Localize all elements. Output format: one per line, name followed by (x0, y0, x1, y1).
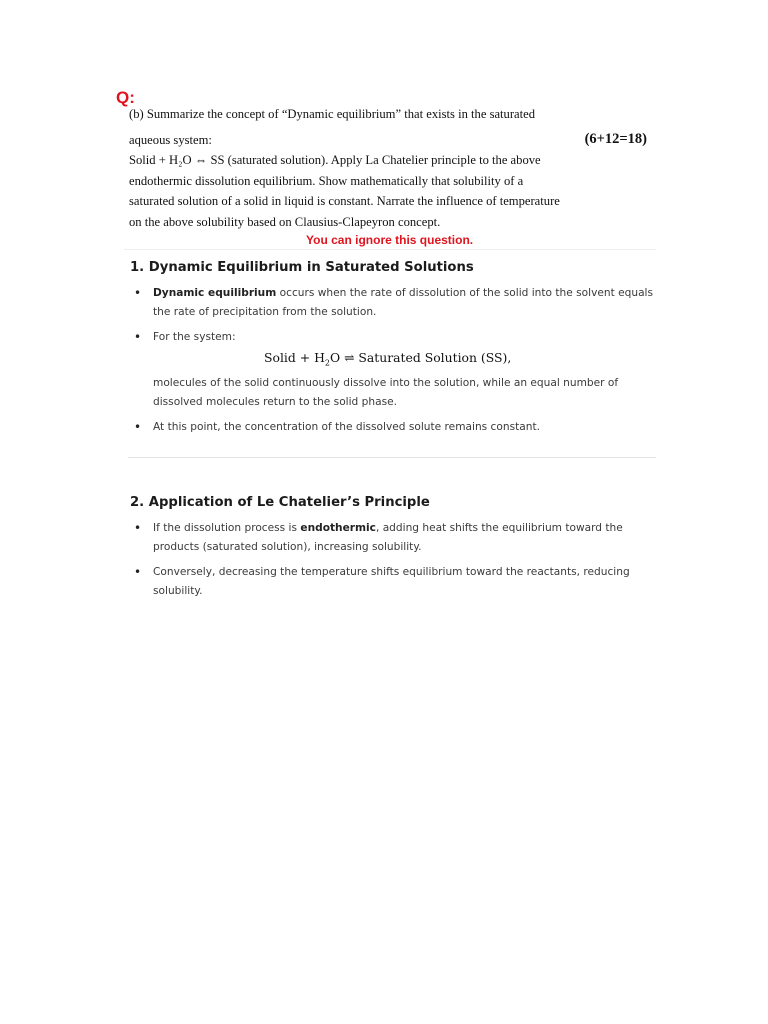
divider (124, 249, 656, 250)
equation-left: Solid + H (264, 350, 325, 365)
ignore-note: You can ignore this question. (306, 233, 474, 247)
bullet-icon: • (134, 286, 142, 300)
equation (153, 349, 654, 372)
section-1-title: 1. Dynamic Equilibrium in Saturated Solutions (130, 260, 474, 275)
question-marks: (6+12=18) (584, 131, 647, 147)
list-item (134, 563, 654, 601)
bullet-icon: • (134, 420, 142, 435)
bullet-icon: • (134, 565, 142, 579)
question-line: (b) Summarize the concept of “Dynamic equilibrium” that exists in the saturated (129, 107, 536, 121)
section-2-list (134, 519, 654, 601)
equation-right: O ⇌ Saturated Solution (SS), (329, 350, 512, 365)
list-item-text: For the system: (153, 331, 236, 343)
list-item-text: If the dissolution process is (153, 522, 301, 534)
list-item-text: At this point, the concentration of the dissolved solute remains constant. (153, 421, 540, 434)
equation-subscript: 2 (324, 358, 330, 368)
section-2-title: 2. Application of Le Chatelier’s Principle (130, 495, 430, 510)
list-item-text: occurs when the rate of dissolution of the solid into the solvent equals the rate of precipitation from the solution. (153, 287, 654, 318)
question-line: saturated solution of a solid in liquid is constant. Narrate the influence of temperature (129, 194, 560, 208)
bold-term: endothermic (300, 522, 376, 534)
bold-term: Dynamic equilibrium (153, 287, 277, 299)
divider (128, 457, 656, 458)
bullet-icon: • (134, 330, 142, 344)
bullet-icon: • (134, 521, 142, 535)
list-item (134, 328, 654, 412)
list-item (134, 284, 654, 322)
section-1-list (134, 284, 654, 437)
list-item-text: , adding heat shifts the equilibrium toward the products (saturated solution), increasing solubility. (153, 522, 623, 553)
list-item (134, 418, 654, 437)
question-line: aqueous system: (129, 133, 212, 147)
list-item-text: molecules of the solid continuously dissolve into the solution, while an equal number of dissolved molecules return to the solid phase. (153, 377, 619, 409)
list-item-text: Conversely, decreasing the temperature shifts equilibrium toward the reactants, reducing solubility. (153, 566, 630, 597)
question-line: on the above solubility based on Clausius-Clapeyron concept. (129, 215, 441, 229)
question-line: endothermic dissolution equilibrium. Show mathematically that solubility of a (129, 174, 524, 188)
question-label: Q: (116, 88, 135, 107)
list-item (134, 519, 654, 557)
question-line: Solid + H₂O ⇔ SS (saturated solution). Apply La Chatelier principle to the above (129, 153, 541, 167)
